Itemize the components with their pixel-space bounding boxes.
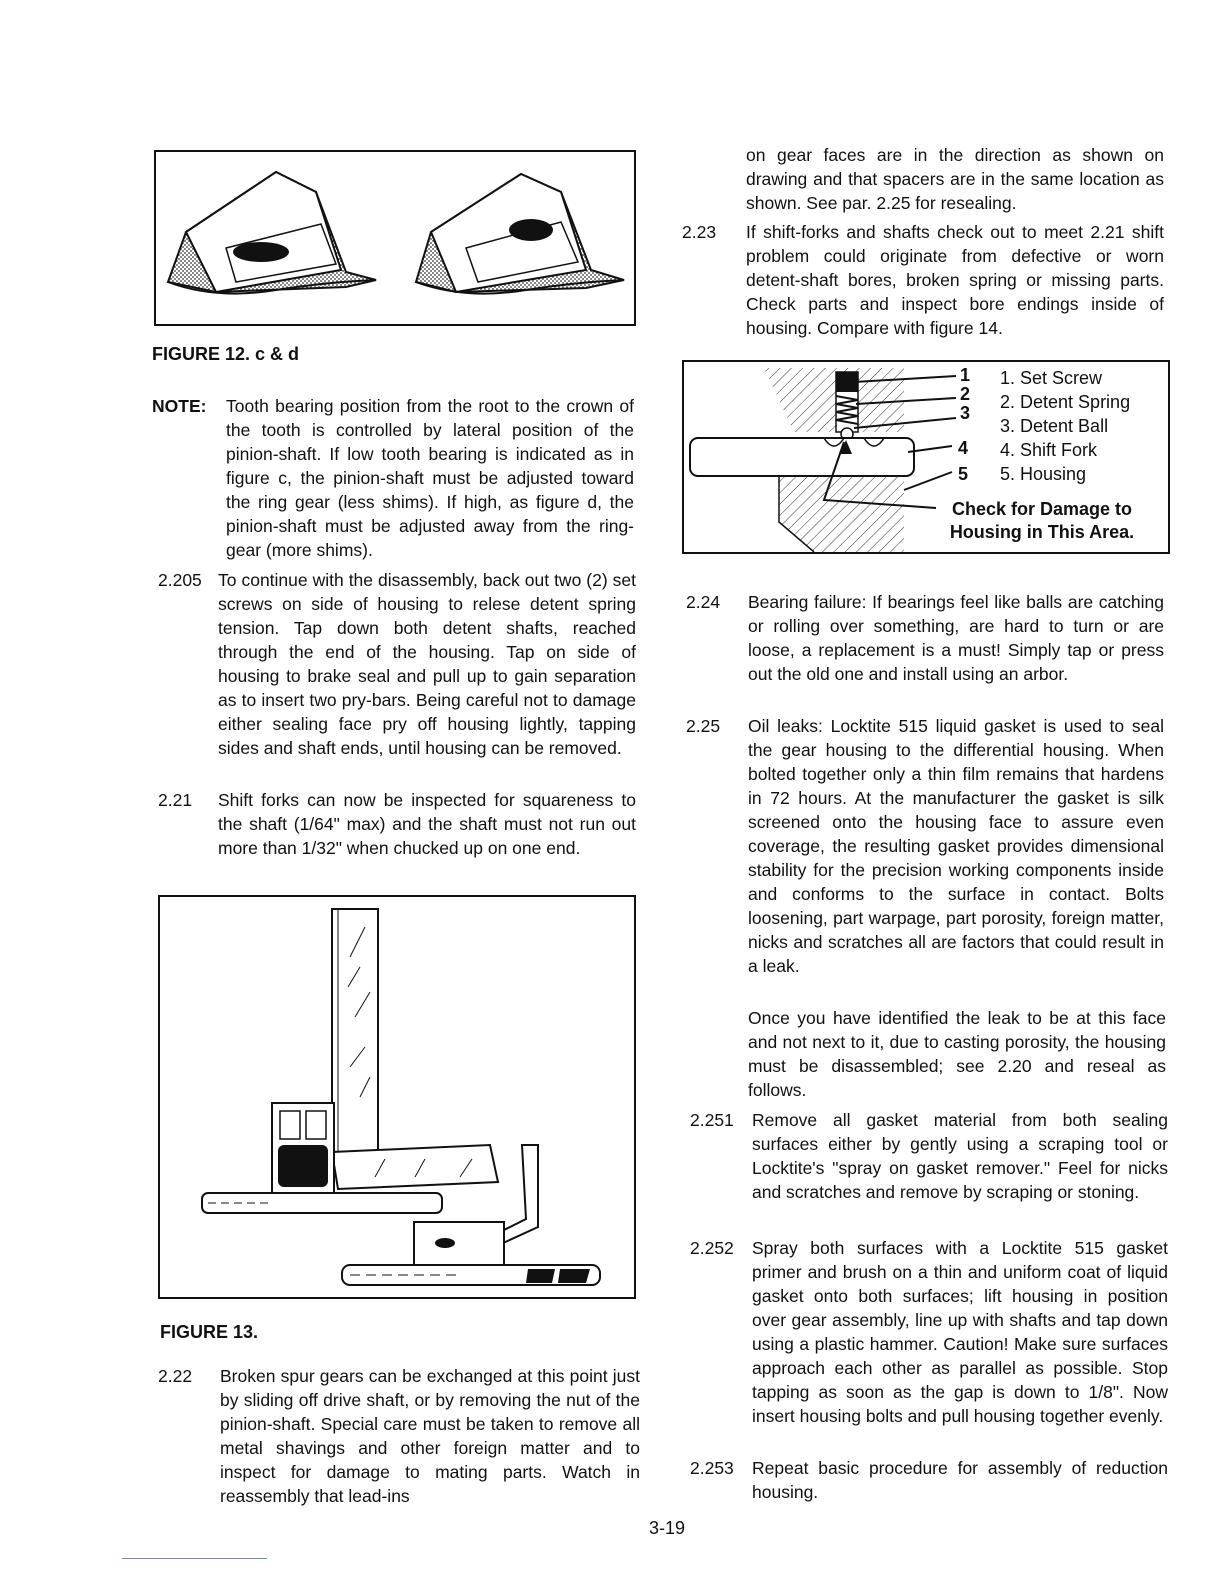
paragraph-number: 2.22: [158, 1366, 193, 1386]
paragraph-text: If shift-forks and shafts check out to meet 2.21 shift problem could originate from defective or worn detent-shaft bores, broken spring or missing parts. Check parts and inspect bore endings inside of housing. Compare with figure 14.: [746, 222, 1164, 338]
paragraph-2-25: [686, 714, 1164, 1004]
continued-text: [746, 143, 1164, 215]
paragraph-text: Shift forks can now be inspected for squareness to the shaft (1/64" max) and the shaft must not run out more than 1/32" when chucked up on one end.: [218, 790, 636, 858]
paragraph-number: 2.21: [158, 790, 193, 810]
paragraph-2-205: [158, 568, 636, 780]
paragraph-number: 2.24: [686, 592, 721, 612]
paragraph-2-21: [158, 788, 636, 884]
paragraph-2-253: [690, 1456, 1168, 1506]
paragraph-2-251: [690, 1108, 1168, 1230]
paragraph-number: 2.253: [690, 1458, 734, 1478]
figure-12-caption: FIGURE 12. c & d: [152, 344, 300, 364]
note-block: [152, 394, 634, 562]
figure-14-legend: [1000, 366, 1130, 486]
paragraph-text: on gear faces are in the direction as shown on drawing and that spacers are in the same location as shown. See par. 2.25 for resealing.: [746, 145, 1164, 213]
check-line-2: Housing in This Area.: [949, 522, 1135, 542]
paragraph-2-24: [686, 590, 1164, 710]
note-label: NOTE:: [152, 396, 207, 416]
paragraph-number: 2.23: [682, 222, 717, 242]
paragraph-text: Oil leaks: Locktite 515 liquid gasket is used to seal the gear housing to the differential housing. When bolted together only a thin film remains that hardens in 72 hours. At the manufacturer the gasket is silk screened onto the housing face to assure even coverage, the resulting gasket provides dimensional stability for the precision working components inside and conforms to the surface in contact. Bolts loosening, part warpage, part porosity, foreign matter, nicks and scratches all are factors that could result in a leak.: [748, 716, 1164, 976]
paragraph-text: Repeat basic procedure for assembly of reduction housing.: [752, 1458, 1168, 1502]
figure-13-caption: FIGURE 13.: [160, 1322, 259, 1342]
paragraph-2-25-continued: [748, 1006, 1166, 1102]
paragraph-number: 2.252: [690, 1238, 734, 1258]
callout-4: 4: [958, 438, 969, 458]
paragraph-text: Spray both surfaces with a Locktite 515 gasket primer and brush on a thin and uniform coat of liquid gasket onto both surfaces; lift housing in position over gear assembly, line up with shafts and tap down using a plastic hammer. Caution! Make sure surfaces approach each other as parallel as possible. Stop tapping as soon as the gap is down to 1/8". Now insert housing bolts and pull housing together evenly.: [752, 1238, 1168, 1426]
paragraph-2-252: [690, 1236, 1168, 1450]
legend-item: 4. Shift Fork: [1000, 440, 1098, 460]
check-damage-note: [932, 498, 1152, 544]
note-text: Tooth bearing position from the root to the crown of the tooth is controlled by lateral position of the pinion-shaft. If low tooth bearing is indicated as in figure c, the pinion-shaft must be adjusted toward the ring gear (less shims). If high, as figure d, the pinion-shaft must be adjusted away from the ring-gear (more shims).: [226, 396, 634, 560]
paragraph-text: Remove all gasket material from both sealing surfaces either by gently using a scraping tool or Locktite's "spray on gasket remover." Feel for nicks and scratches and remove by scraping or stoning.: [752, 1110, 1168, 1202]
footer-rule: [122, 1558, 267, 1559]
check-line-1: Check for Damage to: [951, 499, 1133, 519]
legend-item: 3. Detent Ball: [1000, 416, 1109, 436]
callout-3: 3: [960, 403, 971, 423]
paragraph-text: Bearing failure: If bearings feel like balls are catching or rolling over something, are hard to turn or are loose, a replacement is a must! Simply tap or press out the old one and install using an arbor.: [748, 592, 1164, 684]
figure-12-image: [154, 150, 636, 326]
paragraph-number: 2.251: [690, 1110, 734, 1130]
callout-1: 1: [960, 365, 971, 385]
paragraph-text: To continue with the disassembly, back out two (2) set screws on side of housing to relese detent spring tension. Tap down both detent shafts, reached through the end of the housing. Tap on side of housing to brake seal and pull up to gain separation as to insert two pry-bars. Being careful not to damage either sealing face pry off housing lightly, tapping sides and shaft ends, until housing can be removed.: [218, 570, 636, 758]
figure-13-image: [158, 895, 636, 1299]
legend-item: 1. Set Screw: [1000, 368, 1103, 388]
legend-item: 5. Housing: [1000, 464, 1087, 484]
paragraph-number: 2.205: [158, 570, 202, 590]
paragraph-number: 2.25: [686, 716, 721, 736]
page-number: 3-19: [648, 1518, 686, 1538]
callout-2: 2: [960, 384, 971, 404]
paragraph-text: Broken spur gears can be exchanged at this point just by sliding off drive shaft, or by removing the nut of the pinion-shaft. Special care must be taken to remove all metal shavings and other foreign matter and to inspect for damage to mating parts. Watch in reassembly that lead-ins: [220, 1366, 640, 1506]
gear-tooth-c: [168, 172, 376, 294]
paragraph-text: Once you have identified the leak to be at this face and not next to it, due to casting porosity, the housing must be disassembled; see 2.20 and reseal as follows.: [748, 1008, 1166, 1100]
figure-14-image: [682, 360, 1170, 554]
legend-item: 2. Detent Spring: [1000, 392, 1131, 412]
paragraph-2-23: [682, 220, 1164, 342]
paragraph-2-22: [158, 1364, 640, 1508]
callout-5: 5: [958, 464, 969, 484]
gear-tooth-d: [416, 174, 624, 294]
